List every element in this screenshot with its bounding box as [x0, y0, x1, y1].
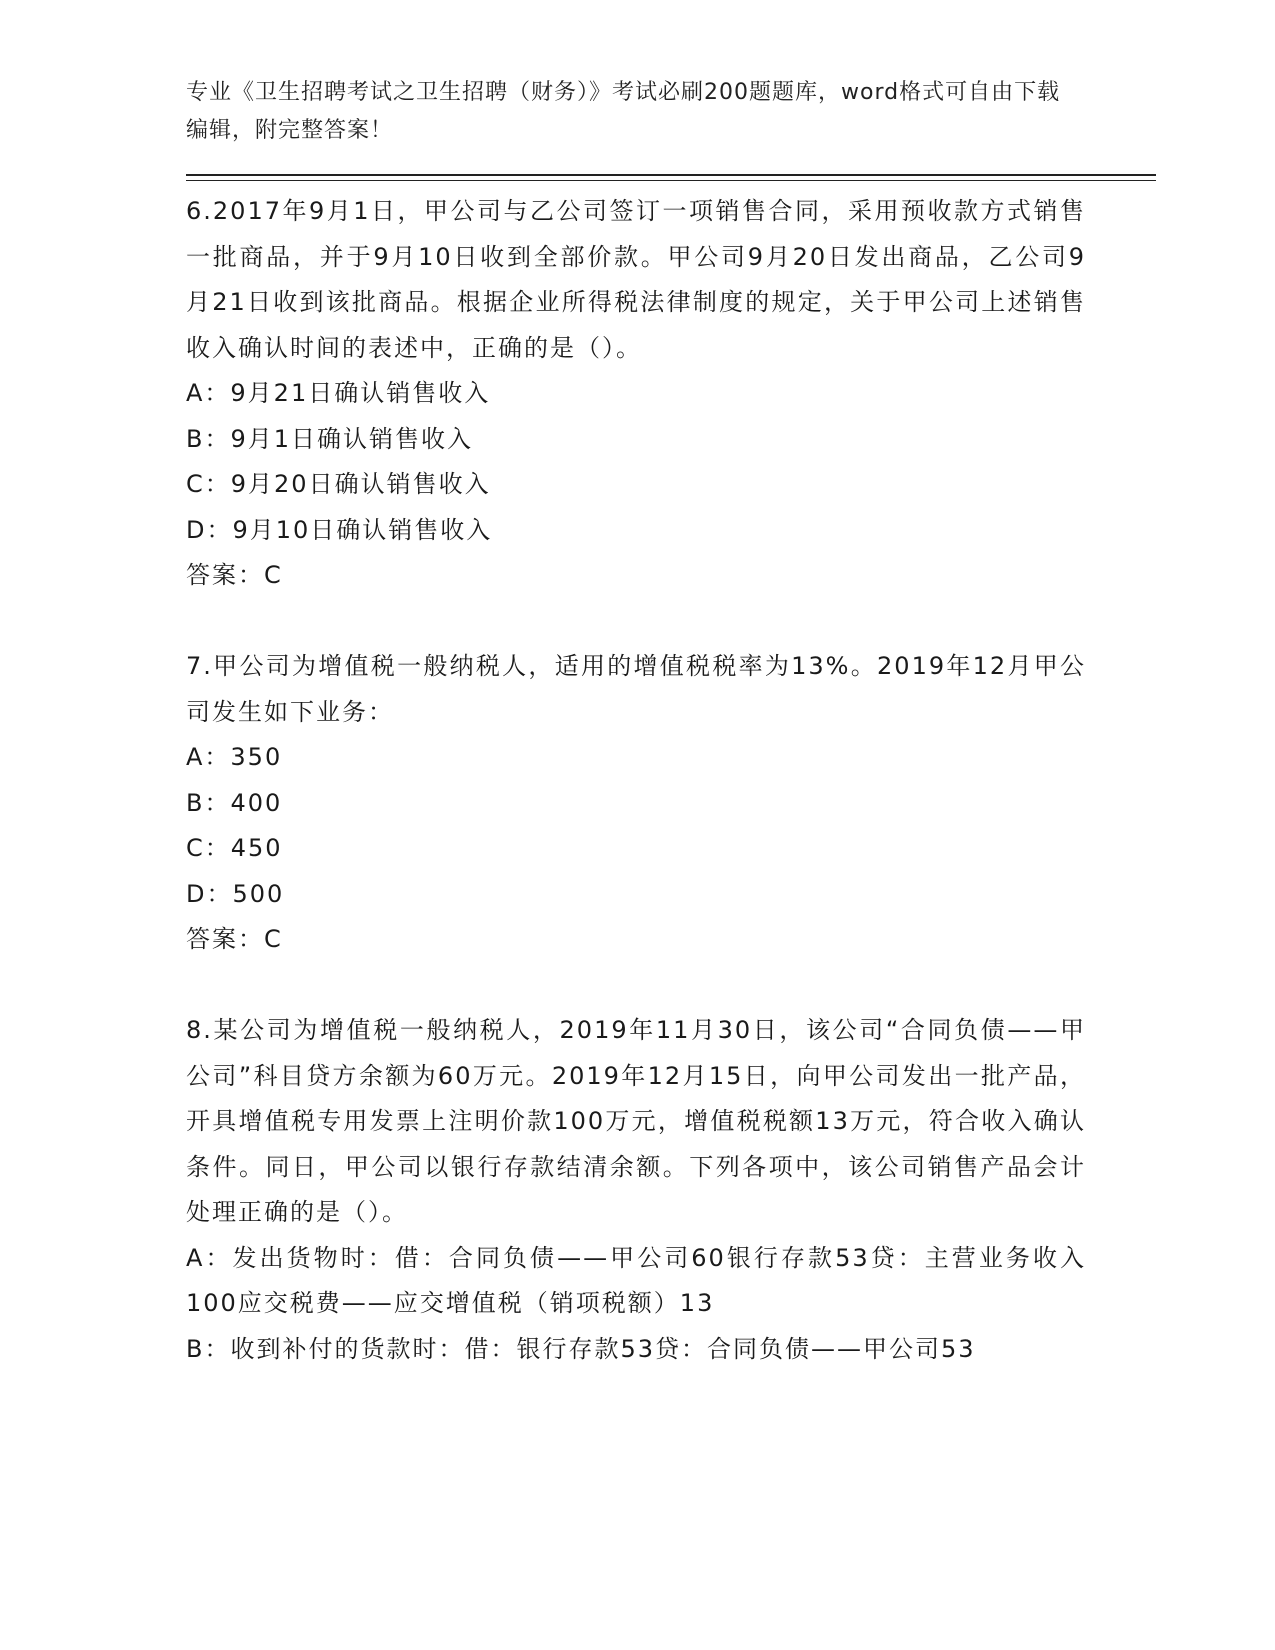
option-b: B：9月1日确认销售收入 — [186, 424, 474, 453]
option-c: C：9月20日确认销售收入 — [186, 470, 491, 498]
option-b: B：收到补付的货款时：借：银行存款53贷：合同负债——甲公司53 — [186, 1334, 976, 1363]
question-6 — [186, 189, 1086, 599]
question-gap — [186, 599, 1086, 645]
header-rule-thin — [186, 180, 1156, 181]
question-gap — [186, 963, 1086, 1009]
question-text: 7.甲公司为增值税一般纳税人，适用的增值税税率为13%。2019年12月甲公司发生如下业务： — [186, 652, 1086, 726]
question-7 — [186, 644, 1086, 963]
option-a: A：350 — [186, 743, 283, 771]
header-rule-thick — [186, 174, 1156, 176]
answer: 答案：C — [186, 561, 283, 589]
question-text: 8.某公司为增值税一般纳税人，2019年11月30日，该公司“合同负债——甲公司”科目贷方余额为60万元。2019年12月15日，向甲公司发出一批产品，开具增值税专用发票上注明价款100万元，增值税税额13万元，符合收入确认条件。同日，甲公司以银行存款结清余额。下列各项中，该公司销售产品会计处理正确的是（）。 — [186, 1016, 1086, 1226]
question-text: 6.2017年9月1日，甲公司与乙公司签订一项销售合同，采用预收款方式销售一批商品，并于9月10日收到全部价款。甲公司9月20日发出商品，乙公司9月21日收到该批商品。根据企业所得税法律制度的规定，关于甲公司上述销售收入确认时间的表述中，正确的是（）。 — [186, 197, 1086, 362]
answer: 答案：C — [186, 925, 283, 953]
option-c: C：450 — [186, 834, 283, 862]
option-d: D：500 — [186, 879, 285, 908]
document-header: 专业《卫生招聘考试之卫生招聘（财务）》考试必刷200题题库，word格式可自由下载编辑，附完整答案！ — [186, 80, 1061, 143]
option-b: B：400 — [186, 788, 283, 817]
option-a: A：9月21日确认销售收入 — [186, 379, 491, 407]
option-a: A：发出货物时：借：合同负债——甲公司60银行存款53贷：主营业务收入100应交税费——应交增值税（销项税额）13 — [186, 1243, 1086, 1317]
question-list — [186, 189, 1086, 1372]
option-d: D：9月10日确认销售收入 — [186, 515, 493, 544]
question-8 — [186, 1008, 1086, 1372]
